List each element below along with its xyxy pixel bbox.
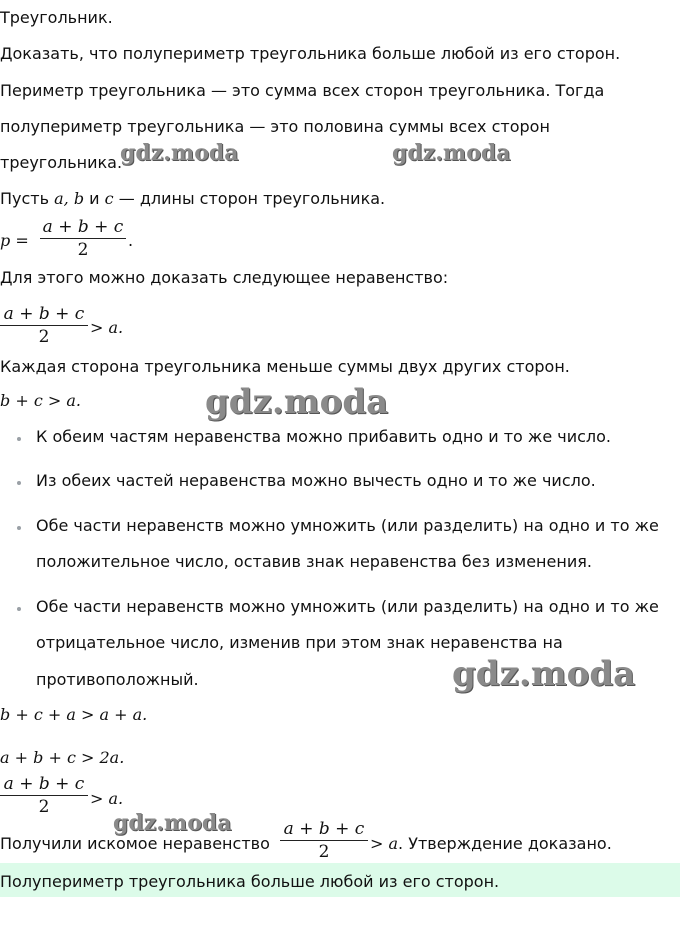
text-line: > a. Утверждение доказано. [370,834,612,853]
fraction: a + b + c 2 [40,216,126,261]
watermark: gdz.moda [113,810,232,836]
formula-end: . [128,231,134,250]
list-item: Из обеих частей неравенства можно вычесть одно и то же число. [36,471,596,490]
watermark: gdz.moda [120,140,239,166]
bullet-dot [17,481,21,485]
bullet-dot [17,437,21,441]
answer-text: Полупериметр треугольника больше любой из его сторон. [0,872,500,891]
task-statement: Доказать, что полупериметр треугольника больше любой из его сторон. [0,44,621,63]
inequality: b + c + a > a + a. [0,705,148,724]
watermark: gdz.moda [392,140,511,166]
fraction: a + b + c 2 [280,818,368,863]
fraction: a + b + c 2 [0,773,88,818]
text-line: Периметр треугольника — это сумма всех сторон треугольника. Тогда [0,81,605,100]
watermark: gdz.moda [205,382,389,422]
text-line: Пусть a, b и c — длины сторон треугольника. [0,189,386,208]
text-line: Получили искомое неравенство [0,834,270,853]
text-line: Для этого можно доказать следующее неравенство: [0,268,449,287]
text-line: полупериметр треугольника — это половина суммы всех сторон [0,117,550,136]
list-item-cont: положительное число, оставив знак неравенства без изменения. [36,552,592,571]
list-item: Обе части неравенств можно умножить (или разделить) на одно и то же [36,597,659,616]
text-line: Каждая сторона треугольника меньше суммы двух других сторон. [0,357,570,376]
fraction: a + b + c 2 [0,303,88,348]
bullet-dot [17,607,21,611]
text-line: треугольника. [0,153,123,172]
inequality: a + b + c > 2a. [0,748,125,767]
list-item-cont: противоположный. [36,670,199,689]
formula-p: p = [0,231,29,250]
formula-gt: > a. [90,789,124,808]
list-item-cont: отрицательное число, изменив при этом знак неравенства на [36,633,563,652]
list-item: К обеим частям неравенства можно прибавить одно и то же число. [36,427,612,446]
list-item: Обе части неравенств можно умножить (или разделить) на одно и то же [36,516,659,535]
formula-gt: > a. [90,318,124,337]
bullet-dot [17,526,21,530]
text-line: Треугольник. [0,8,113,27]
watermark: gdz.moda [452,654,636,694]
inequality: b + c > a. [0,391,81,410]
